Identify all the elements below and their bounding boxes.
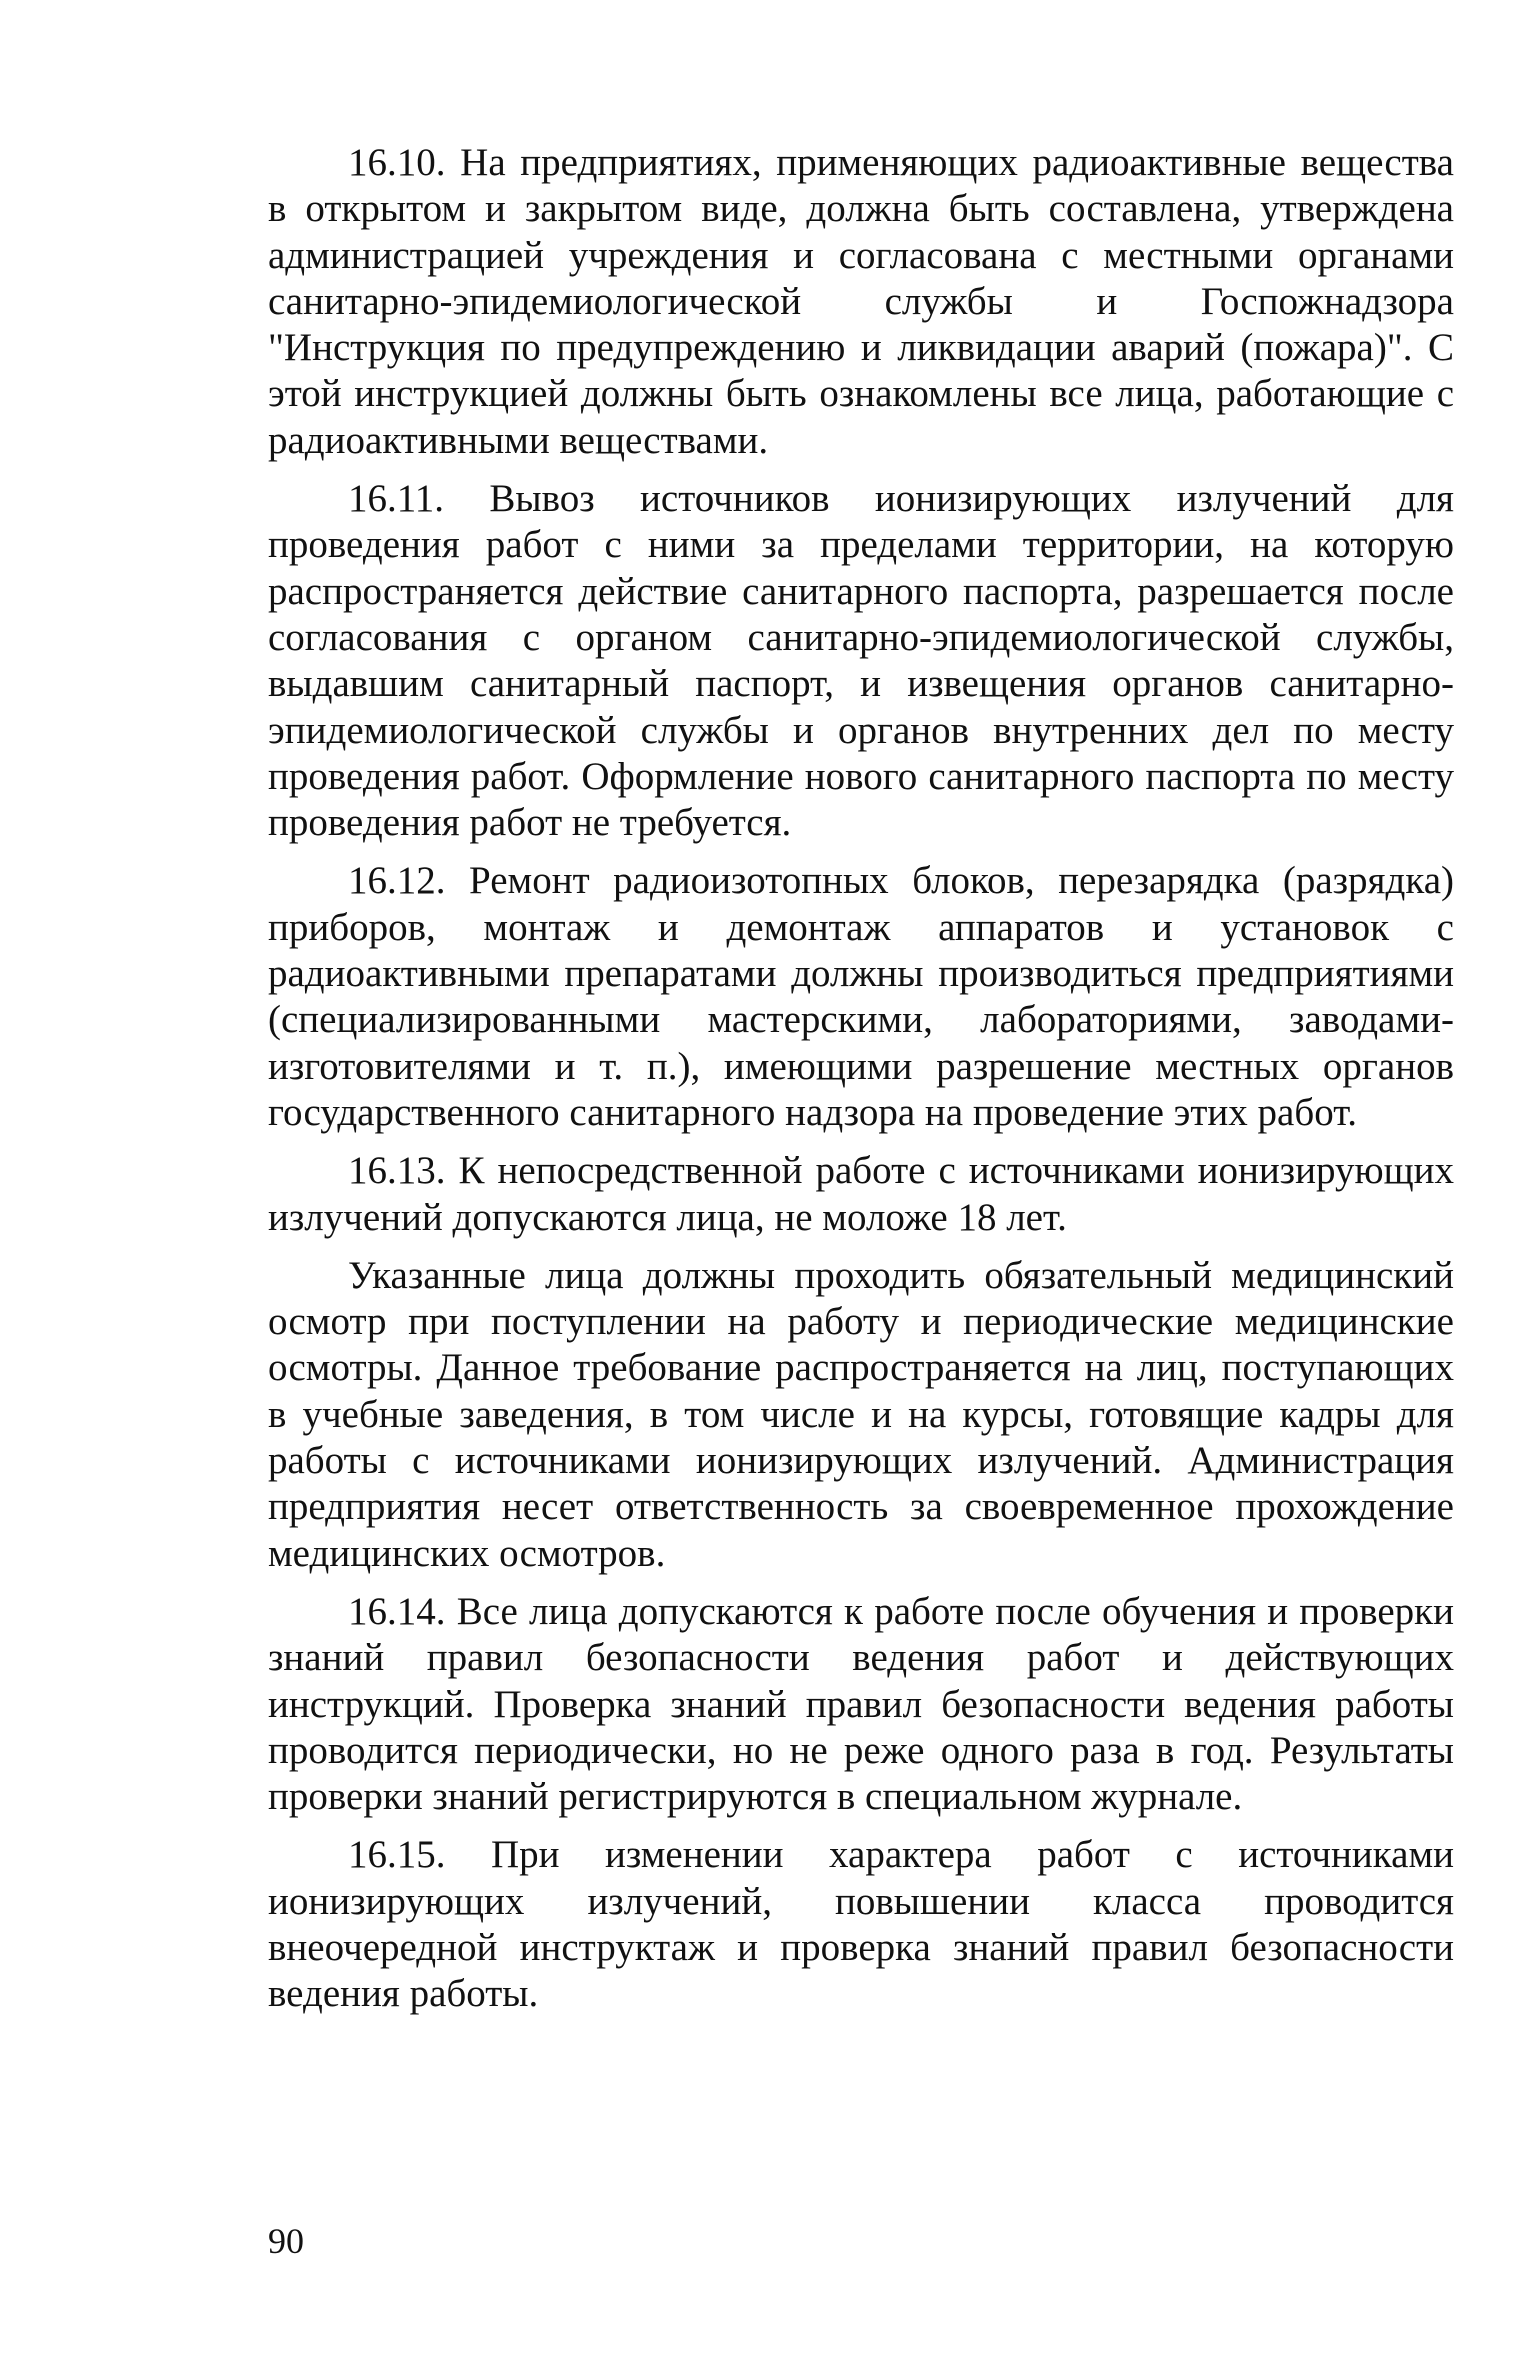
paragraph-16-13: 16.13. К непосредственной работе с источниками ионизирующих излучений допускаются лица, не моложе 18 лет.	[268, 1149, 1454, 1239]
paragraph-16-14: 16.14. Все лица допускаются к работе после обучения и проверки знаний правил безопасности ведения работ и действующих инструкций. Проверка знаний правил безопасности ведения работы проводится периодически, но не реже одного раза в год. Результаты проверки знаний регистрируются в специальном журнале.	[268, 1589, 1454, 1819]
paragraph-16-11: 16.11. Вывоз источников ионизирующих излучений для проведения работ с ними за пределами территории, на которую распространяется действие санитарного паспорта, разрешается после согласования с органом санитарно-эпидемиологической службы, выдавшим санитарный паспорт, и извещения органов санитарно-эпидемиологической службы и органов внутренних дел по месту проведения работ. Оформление нового санитарного паспорта по месту проведения работ не требуется.	[268, 477, 1454, 845]
paragraph-16-13-continued: Указанные лица должны проходить обязательный медицинский осмотр при поступлении на работу и периодические медицинские осмотры. Данное требование распространяется на лиц, поступающих в учебные заведения, в том числе и на курсы, готовящие кадры для работы с источниками ионизирующих излучений. Администрация предприятия несет ответственность за своевременное прохождение медицинских осмотров.	[268, 1253, 1454, 1575]
paragraph-16-15: 16.15. При изменении характера работ с источниками ионизирующих излучений, повышении класса проводится внеочередной инструктаж и проверка знаний правил безопасности ведения работы.	[268, 1833, 1454, 2016]
paragraph-16-12: 16.12. Ремонт радиоизотопных блоков, перезарядка (разрядка) приборов, монтаж и демонтаж аппаратов и установок с радиоактивными препаратами должны производиться предприятиями (специализированными мастерскими, лабораториями, заводами-изготовителями и т. п.), имеющими разрешение местных органов государственного санитарного надзора на проведение этих работ.	[268, 859, 1454, 1134]
page-number: 90	[268, 2221, 304, 2261]
paragraph-16-10: 16.10. На предприятиях, применяющих радиоактивные вещества в открытом и закрытом виде, должна быть составлена, утверждена администрацией учреждения и согласована с местными органами санитарно-эпидемиологической службы и Госпожнадзора "Инструкция по предупреждению и ликвидации аварий (пожара)". С этой инструкцией должны быть ознакомлены все лица, работающие с радиоактивными веществами.	[268, 141, 1454, 462]
body-text	[268, 140, 1454, 2018]
